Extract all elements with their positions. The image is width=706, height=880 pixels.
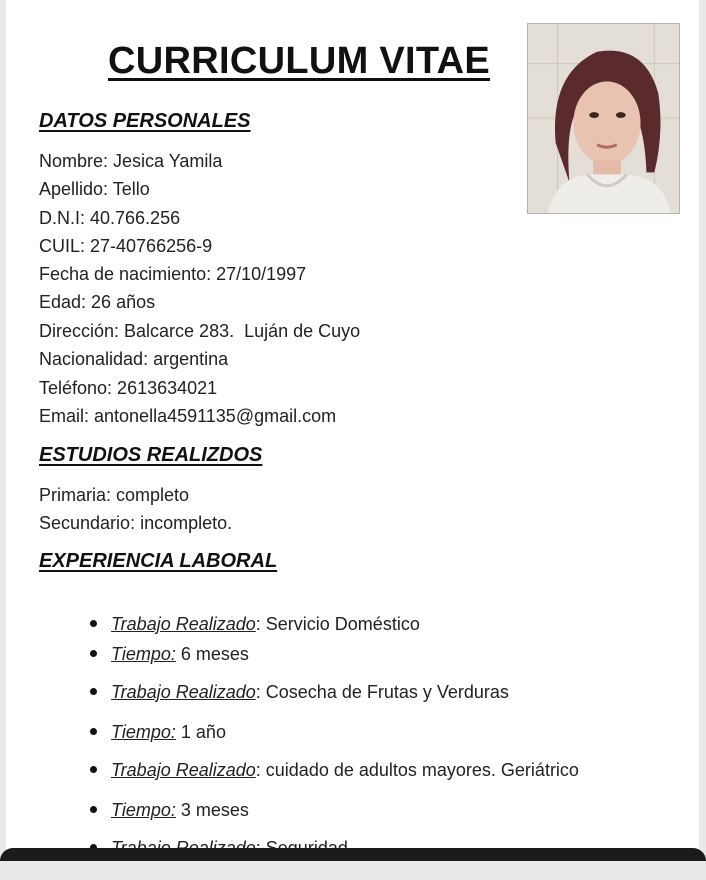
personal-data-heading: DATOS PERSONALES: [39, 110, 251, 132]
experience-label: Trabajo Realizado: [111, 614, 256, 634]
experience-label: Trabajo Realizado: [111, 682, 256, 702]
bullet-icon: [90, 688, 97, 695]
bottom-overlay-bar: [0, 848, 706, 861]
personal-line-phone: Teléfono: 2613634021: [39, 378, 218, 398]
experience-label: Trabajo Realizado: [111, 760, 256, 780]
bullet-icon: [90, 650, 97, 657]
experience-separator: :: [255, 760, 266, 780]
cv-page: [6, 0, 699, 861]
experience-label: Tiempo:: [111, 722, 176, 742]
experience-label: Tiempo:: [111, 644, 176, 664]
experience-value: 1 año: [180, 722, 226, 742]
personal-line-dni: D.N.I: 40.766.256: [39, 208, 181, 228]
experience-value: 3 meses: [180, 800, 249, 820]
experience-value: cuidado de adultos mayores. Geriátrico: [265, 760, 579, 780]
bullet-icon: [90, 806, 97, 813]
experience-value: Cosecha de Frutas y Verduras: [265, 682, 509, 702]
document-title: CURRICULUM VITAE: [108, 40, 490, 82]
personal-line-age: Edad: 26 años: [39, 292, 156, 312]
personal-line-nationality: Nacionalidad: argentina: [39, 349, 229, 369]
portrait-photo: [527, 23, 680, 214]
bullet-icon: [90, 766, 97, 773]
experience-heading: EXPERIENCIA LABORAL: [39, 550, 278, 572]
studies-heading: ESTUDIOS REALIZDOS: [39, 444, 263, 466]
personal-line-cuil: CUIL: 27-40766256-9: [39, 236, 213, 256]
personal-line-address: Dirección: Balcarce 283. Luján de Cuyo: [39, 321, 361, 341]
experience-value: Servicio Doméstico: [265, 614, 420, 634]
experience-value: 6 meses: [180, 644, 249, 664]
experience-separator: :: [255, 682, 266, 702]
personal-line-surname: Apellido: Tello: [39, 179, 150, 199]
personal-line-email: Email: antonella4591135@gmail.com: [39, 406, 337, 426]
personal-line-birthdate: Fecha de nacimiento: 27/10/1997: [39, 264, 307, 284]
experience-label: Tiempo:: [111, 800, 176, 820]
experience-separator: :: [255, 614, 266, 634]
studies-line-primary: Primaria: completo: [39, 485, 190, 505]
personal-line-name: Nombre: Jesica Yamila: [39, 151, 223, 171]
studies-line-secondary: Secundario: incompleto.: [39, 513, 233, 533]
bullet-icon: [90, 728, 97, 735]
